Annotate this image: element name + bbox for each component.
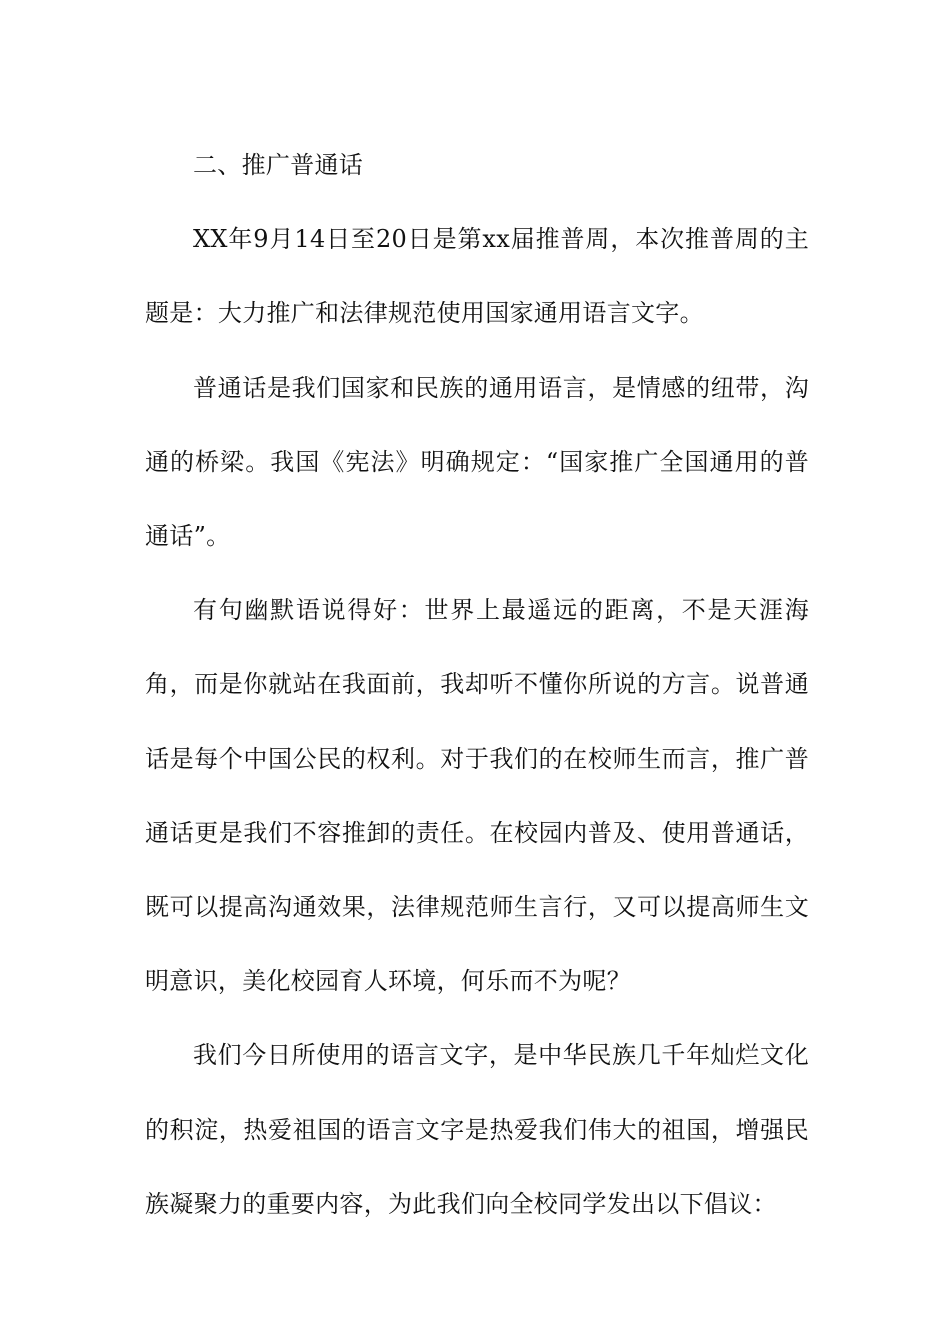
document-body	[145, 128, 809, 1241]
section-heading: 二、推广普通话	[193, 151, 364, 179]
paragraph-proposal: 我们今日所使用的语言文字，是中华民族几千年灿烂文化的积淀，热爱祖国的语言文字是热爱我们伟大的祖国，增强民族凝聚力的重要内容，为此我们向全校同学发出以下倡议：	[145, 1041, 809, 1218]
paragraph-common-language: 普通话是我们国家和民族的通用语言，是情感的纽带，沟通的桥梁。我国《宪法》明确规定：“国家推广全国通用的普通话”。	[145, 373, 809, 551]
paragraph-theme: XX年9月14日至20日是第xx届推普周，本次推普周的主题是：大力推广和法律规范使用国家通用语言文字。	[145, 225, 809, 328]
paragraph-responsibility: 有句幽默语说得好：世界上最遥远的距离，不是天涯海角，而是你就站在我面前，我却听不懂你所说的方言。说普通话是每个中国公民的权利。对于我们的在校师生而言，推广普通话更是我们不容推卸的责任。在校园内普及、使用普通话，既可以提高沟通效果，法律规范师生言行，又可以提高师生文明意识，美化校园育人环境，何乐而不为呢？	[145, 596, 809, 996]
